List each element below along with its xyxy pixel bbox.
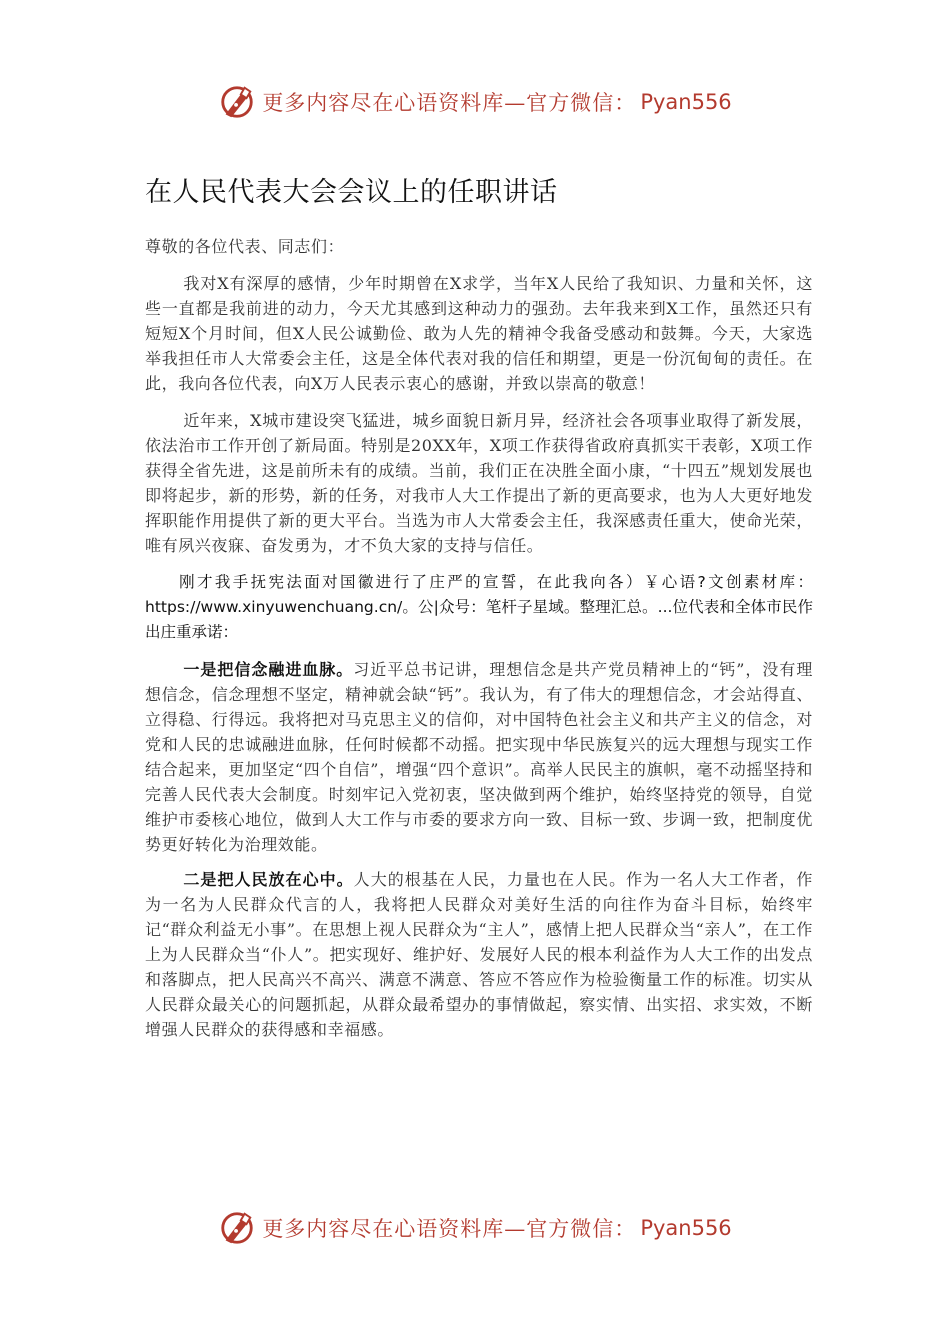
paragraph: 近年来，X城市建设突飞猛进，城乡面貌日新月异，经济社会各项事业取得了新发展，依法治市工作开创了新局面。特别是20XX年，X项工作获得省政府真抓实干表彰，X项工作获得全省先进，这是前所未有的成绩。当前，我们正在决胜全面小康，“十四五”规划发展也即将起步，新的形势，新的任务，对我市人大工作提出了新的更高要求，也为人大更好地发挥职能作用提供了新的更大平台。当选为市人大常委会主任，我深感责任重大，使命光荣，唯有夙兴夜寐、奋发勇为，才不负大家的支持与信任。 — [145, 411, 813, 555]
point-text: 人大的根基在人民，力量也在人民。作为一名人大工作者，作为一名为人民群众代言的人，我将把人民群众对美好生活的向往作为奋斗目标，始终牢记“群众利益无小事”。在思想上视人民群众为“主人”，感情上把人民群众当“亲人”，在工作上为人民群众当“仆人”。把实现好、维护好、发展好人民的根本利益作为人大工作的出发点和落脚点，把人民高兴不高兴、满意不满意、答应不答应作为检验衡量工作的标准。切实从人民群众最关心的问题抓起，从群众最希望办的事情做起，察实情、出实招、求实效，不断增强人民群众的获得感和幸福感。 — [145, 870, 813, 1039]
point-text: 习近平总书记讲，理想信念是共产党员精神上的“钙”，没有理想信念，信念理想不坚定，精神就会缺“钙”。我认为，有了伟大的理想信念，才会站得直、立得稳、行得远。我将把对马克思主义的信仰，对中国特色社会主义和共产主义的信念，对党和人民的忠诚融进血脉，任何时候都不动摇。把实现中华民族复兴的远大理想与现实工作结合起来，更加坚定“四个自信”，增强“四个意识”。高举人民民主的旗帜，毫不动摇坚持和完善人民代表大会制度。时刻牢记入党初衷，坚决做到两个维护，始终坚持党的领导，自觉维护市委核心地位，做到人大工作与市委的要求方向一致、目标一致、步调一致，把制度优势更好转化为治理效能。 — [145, 660, 813, 854]
banner-wechat-id: Pyan556 — [640, 90, 732, 114]
banner-text: 更多内容尽在心语资料库—官方微信： — [262, 1217, 637, 1241]
watermark-notice: 刚才我手抚宪法面对国徽进行了庄严的宣誓，在此我向各）￥心语?文创素材库：https://www.xinyuwenchuang.cn/。公|众号：笔杆子星域。整理汇总。...位代表和全体市民作出庄重承诺： — [145, 573, 813, 641]
footer-banner — [0, 1206, 950, 1250]
header-banner — [0, 80, 950, 124]
salutation: 尊敬的各位代表、同志们： — [145, 237, 345, 256]
pen-nib-logo-icon — [218, 83, 256, 121]
banner-wechat-id: Pyan556 — [640, 1216, 732, 1240]
point-paragraph — [145, 867, 813, 1042]
banner-text: 更多内容尽在心语资料库—官方微信： — [262, 91, 637, 115]
document-title: 在人民代表大会会议上的任职讲话 — [145, 177, 558, 208]
point-lead: 二是把人民放在心中。 — [183, 870, 354, 889]
point-paragraph — [145, 657, 813, 857]
paragraph: 我对X有深厚的感情，少年时期曾在X求学，当年X人民给了我知识、力量和关怀，这些一直都是我前进的动力，今天尤其感到这种动力的强劲。去年我来到X工作，虽然还只有短短X个月时间，但X人民公诚勤俭、敢为人先的精神令我备受感动和鼓舞。今天，大家选举我担任市人大常委会主任，这是全体代表对我的信任和期望，更是一份沉甸甸的责任。在此，我向各位代表，向X万人民表示衷心的感谢，并致以崇高的敬意！ — [145, 274, 813, 393]
pen-nib-logo-icon — [218, 1209, 256, 1247]
point-lead: 一是把信念融进血脉。 — [183, 660, 354, 679]
document-body — [145, 172, 813, 1052]
